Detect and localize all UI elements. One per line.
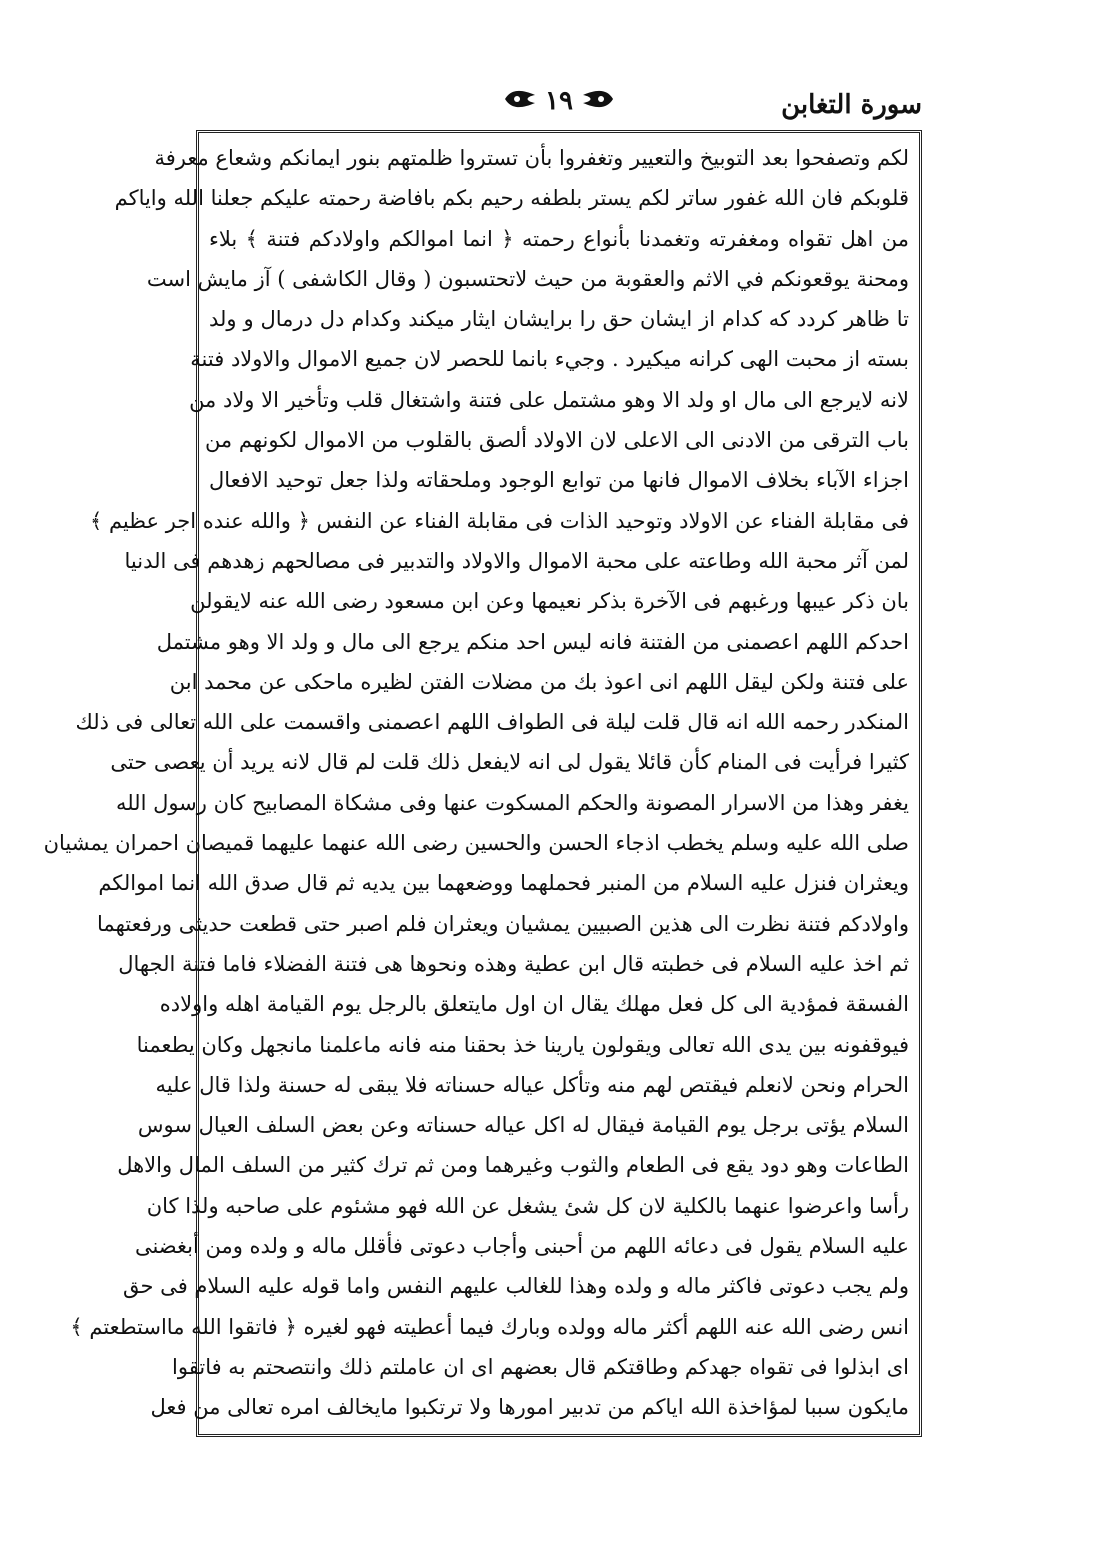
page-number: ١٩ (545, 86, 573, 116)
text-line: الطاعات وهو دود يقع فى الطعام والثوب وغيرهما ومن ثم ترك كثير من السلف المال والاهل (117, 1153, 909, 1178)
text-line: بان ذكر عيبها ورغبهم فى الآخرة بذكر نعيمها وعن ابن مسعود رضى الله عنه لايقولن (190, 589, 909, 614)
text-line: المنكدر رحمه الله انه قال قلت ليلة فى الطواف اللهم اعصمنى واقسمت على الله تعالى فى ذلك (75, 710, 909, 735)
text-line: اجزاء الآباء بخلاف الاموال فانها من توابع الوجود وملحقاته ولذا جعل توحيد الافعال (209, 468, 909, 493)
text-line: واولادكم فتنة نظرت الى هذين الصبيين يمشيان ويعثران فلم اصبر حتى قطعت حديثى ورفعتهما (97, 911, 909, 936)
text-line: فيوقفونه بين يدى الله تعالى ويقولون يارينا خذ بحقنا منه فانه ماعلمنا مانجهل وكان يطعمنا (136, 1032, 909, 1057)
text-line: عليه السلام يقول فى دعائه اللهم من أحبنى وأجاب دعوتى فأقلل ماله و ولده ومن أبغضنى (134, 1234, 909, 1259)
text-line: كثيرا فرأيت فى المنام كأن قائلا يقول لى انه لايفعل ذلك قلت لم قال لانه يريد أن يعصى حتى (110, 750, 909, 775)
text-line: السلام يؤتى برجل يوم القيامة فيقال له اكل عياله حسناته وعن بعض السلف العيال سوس (137, 1113, 909, 1138)
text-line: مايكون سببا لمؤاخذة الله اياكم من تدبير امورها ولا ترتكبوا مايخالف امره تعالى من فعل (150, 1395, 909, 1420)
text-line: الحرام ونحن لانعلم فيقتص لهم منه وتأكل عياله حسناته فلا يبقى له حسنة ولذا قال عليه (155, 1072, 909, 1097)
text-line: ويعثران فنزل عليه السلام من المنبر فحملهما ووضعهما بين يديه ثم قال صدق الله انما اموالكم (98, 871, 909, 896)
page-header (196, 84, 922, 128)
text-line: ثم اخذ عليه السلام فى خطبته قال ابن عطية وهذه ونحوها هى فتنة الفضلاء فاما فتنة الجهال (118, 951, 909, 976)
surah-title: سورة التغابن (781, 90, 922, 120)
ornament-right-icon (581, 87, 615, 115)
text-line: من اهل تقواه ومغفرته وتغمدنا بأنواع رحمته ﴿ انما اموالكم واولادكم فتنة ﴾ بلاء (209, 226, 909, 251)
text-line: ومحنة يوقعونكم في الاثم والعقوبة من حيث لاتحتسبون ( وقال الكاشفى ) آز مايش است (146, 266, 909, 291)
text-line: تا ظاهر كردد كه كدام از ايشان حق را برايشان ايثار ميكند وكدام دل درمال و ولد (209, 307, 909, 332)
text-line: بسته از محبت الهى كرانه ميكيرد . وجيء بانما للحصر لان جميع الاموال والاولاد فتنة (190, 347, 909, 372)
text-line: لكم وتصفحوا بعد التوبيخ والتعيير وتغفروا بأن تستروا ظلمتهم بنور ايمانكم وشعاع معرفة (154, 146, 909, 170)
text-line: انس رضى الله عنه اللهم أكثر ماله وولده وبارك فيما أعطيته فهو لغيره ﴿ فاتقوا الله مااستطعتم ﴾ (70, 1314, 909, 1339)
text-line: اى ابذلوا فى تقواه جهدكم وطاقتكم قال بعضهم اى ان عاملتم ذلك وانتصحتم به فاتقوا (172, 1354, 909, 1379)
text-line: يغفر وهذا من الاسرار المصونة والحكم المسكوت عنها وفى مشكاة المصابيح كان رسول الله (115, 790, 909, 815)
text-line: قلوبكم فان الله غفور ساتر لكم يستر بلطفه رحيم بكم بافاضة رحمته عليكم جعلنا الله واياكم (114, 186, 909, 211)
page-number-group (503, 86, 615, 116)
text-frame (43, 130, 922, 1437)
text-line: لمن آثر محبة الله وطاعته على محبة الاموال والاولاد والتدبير فى مصالحهم زهدهم فى الدنيا (124, 548, 909, 573)
text-line: احدكم اللهم اعصمنى من الفتنة فانه ليس احد منكم يرجع الى مال و ولد الا وهو مشتمل (156, 629, 909, 654)
text-line: على فتنة ولكن ليقل اللهم انى اعوذ بك من مضلات الفتن لظيره ماحكى عن محمد ابن (169, 669, 909, 694)
text-line: باب الترقى من الادنى الى الاعلى لان الاولاد ألصق بالقلوب من الاموال لكونهم من (204, 428, 909, 453)
text-block (43, 138, 909, 1428)
text-line: فى مقابلة الفناء عن الاولاد وتوحيد الذات فى مقابلة الفناء عن النفس ﴿ والله عنده اجر عظيم ﴾ (89, 508, 909, 533)
text-line: لانه لايرجع الى مال او ولد الا وهو مشتمل على فتنة واشتغال قلب وتأخير الا ولاد من (189, 387, 909, 412)
text-line: صلى الله عليه وسلم يخطب اذجاء الحسن والحسين رضى الله عنهما عليهما قميصان احمران يمشيان (43, 831, 909, 856)
text-line: ولم يجب دعوتى فاكثر ماله و ولده وهذا للغالب عليهم النفس واما قوله عليه السلام فى حق (123, 1274, 909, 1299)
text-line: رأسا واعرضوا عنهما بالكلية لان كل شئ يشغل عن الله فهو مشئوم على صاحبه ولذا كان (146, 1193, 909, 1218)
ornament-left-icon (503, 87, 537, 115)
text-line: الفسقة فمؤدية الى كل فعل مهلك يقال ان اول مايتعلق بالرجل يوم القيامة اهله واولاده (159, 992, 909, 1017)
